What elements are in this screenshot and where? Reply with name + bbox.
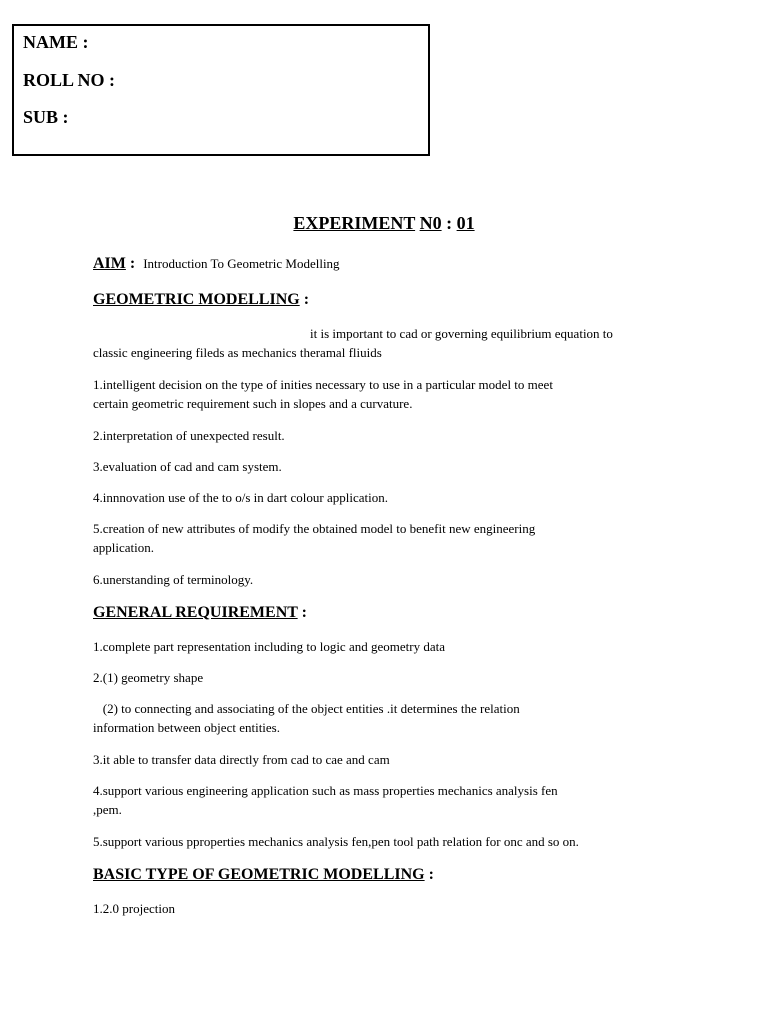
point-6: 6.unerstanding of terminology. — [93, 572, 254, 587]
requirement-2b-line-1: (2) to connecting and associating of the object entities .it determines the relation — [93, 701, 520, 716]
point-5 — [93, 519, 535, 557]
aim-text: Introduction To Geometric Modelling — [143, 256, 340, 271]
point-3: 3.evaluation of cad and cam system. — [93, 459, 282, 474]
intro-line-2: classic engineering fileds as mechanics theramal fliuids — [93, 345, 382, 360]
point-1 — [93, 375, 553, 413]
heading-text: GEOMETRIC MODELLING — [93, 291, 300, 308]
point-2: 2.interpretation of unexpected result. — [93, 428, 285, 443]
aim-label: AIM — [93, 255, 126, 272]
experiment-label: EXPERIMENT — [293, 213, 416, 233]
point-5-line-1: 5.creation of new attributes of modify the obtained model to benefit new engineering — [93, 521, 536, 536]
experiment-separator: : — [446, 213, 453, 233]
point-5-line-2: application. — [93, 540, 155, 555]
requirement-4 — [93, 781, 558, 819]
intro-paragraph — [93, 324, 613, 362]
heading-text: GENERAL REQUIREMENT — [93, 604, 298, 621]
point-1-line-2: certain geometric requirement such in slopes and a curvature. — [93, 396, 413, 411]
experiment-title — [0, 211, 768, 235]
heading-geometric-modelling — [93, 290, 309, 310]
heading-basic-type — [93, 865, 434, 885]
experiment-no-label: N0 — [419, 213, 442, 233]
roll-no-label: ROLL NO : — [23, 70, 116, 90]
requirement-2b — [93, 699, 520, 737]
point-4: 4.innnovation use of the to o/s in dart colour application. — [93, 490, 388, 505]
subject-label: SUB : — [23, 107, 69, 127]
heading-colon: : — [303, 291, 310, 308]
requirement-4-line-1: 4.support various engineering application such as mass properties mechanics analysis fen — [93, 783, 558, 798]
requirement-2: 2.(1) geometry shape — [93, 670, 204, 685]
heading-general-requirement — [93, 603, 307, 623]
requirement-3: 3.it able to transfer data directly from cad to cae and cam — [93, 752, 390, 767]
heading-colon: : — [301, 604, 307, 621]
name-label: NAME : — [23, 32, 89, 52]
aim-separator: : — [129, 255, 136, 272]
heading-text: BASIC TYPE OF GEOMETRIC MODELLING — [93, 866, 425, 883]
point-1-line-1: 1.intelligent decision on the type of inities necessary to use in a particular model to meet — [93, 377, 553, 392]
heading-colon: : — [428, 866, 434, 883]
student-info-box — [12, 24, 430, 156]
requirement-4-line-2: ,pem. — [93, 802, 122, 817]
requirement-5: 5.support various pproperties mechanics analysis fen,pen tool path relation for onc and so on. — [93, 834, 579, 849]
intro-line-1: it is important to cad or governing equilibrium equation to — [310, 326, 613, 341]
requirement-2b-line-2: information between object entities. — [93, 720, 280, 735]
basic-type-1: 1.2.0 projection — [93, 901, 175, 916]
requirement-1: 1.complete part representation including to logic and geometry data — [93, 639, 445, 654]
aim-row — [93, 253, 340, 275]
experiment-number: 01 — [456, 213, 475, 233]
